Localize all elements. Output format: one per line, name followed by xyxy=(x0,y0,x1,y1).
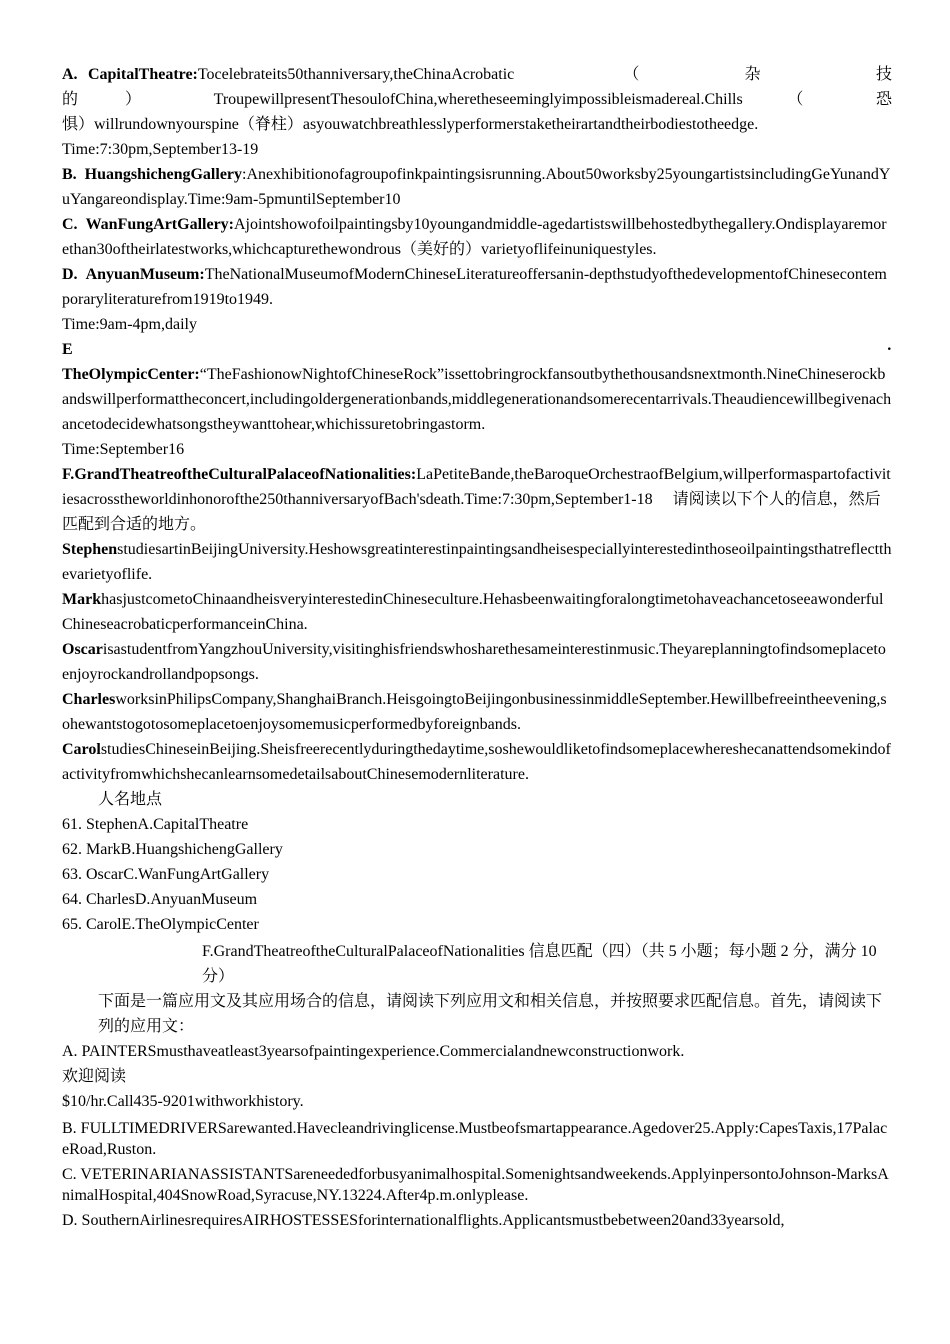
place-e-name: TheOlympicCenter: xyxy=(62,366,200,383)
place-b-paragraph xyxy=(62,162,892,212)
place-c-paragraph xyxy=(62,212,892,262)
place-e-paragraph xyxy=(62,362,892,437)
place-c-letter: C. xyxy=(62,216,78,233)
ads-list xyxy=(62,1039,892,1231)
matching-row-64: 64. CharlesD.AnyuanMuseum xyxy=(62,891,258,908)
person-name: Carol xyxy=(62,741,101,758)
place-c xyxy=(62,212,892,262)
place-b xyxy=(62,162,892,212)
ad-a-line: A. PAINTERSmusthaveatleast3yearsofpaintingexperience.Commercialandnewconstructionwork. xyxy=(62,1043,685,1060)
place-f-instruction: 请阅读以下个人的信息，然后匹配到合适的地方。 xyxy=(62,491,881,533)
place-a-text-1: Tocelebrateits50thanniversary,theChinaAcrobatic （ 杂 技 xyxy=(197,66,893,83)
matching-row-61: 61. StephenA.CapitalTheatre xyxy=(62,816,249,833)
person-description: worksinPhilipsCompany,ShanghaiBranch.HeisgoingtoBeijingonbusinessinmiddleSeptember.Hewillbefreeintheevening,sohewantstogotosomeplacetoenjoysomemusicperformedbyforeignbands. xyxy=(62,691,887,733)
welcome-text: 欢迎阅读 xyxy=(62,1068,127,1085)
place-d-time: Time:9am-4pm,daily xyxy=(62,316,197,333)
person-name: Mark xyxy=(62,591,102,608)
person-description: hasjustcometoChinaandheisveryinterestedinChineseculture.HehasbeenwaitingforalongtimetohaveachancetoseeawonderfulChineseacrobaticperformanceinChina. xyxy=(62,591,884,633)
matching-row-62: 62. MarkB.HuangshichengGallery xyxy=(62,841,283,858)
place-e-dot: · xyxy=(886,341,892,358)
place-a-line2: 的 ） TroupewillpresentThesoulofChina,wheretheseeminglyimpossibleismadereal.Chills （ 恐 xyxy=(62,91,892,108)
place-a-name: CapitalTheatre: xyxy=(87,66,198,83)
place-c-body: Ajointshowofoilpaintingsby10youngandmiddle-agedartistswillbehostedbythegallery.Ondisplayaremorethan30oftheirlatestworks,whichcapturethewondrous（美好的）varietyoflifeinuniquestyles. xyxy=(62,216,887,258)
ad-c: C. VETERINARIANASSISTANTSareneededforbusyanimalhospital.Somenightsandweekends.ApplyinpersontoJohnson-MarksAnimalHospital,404SnowRoad,Syracuse,NY.13224.After4p.m.onlyplease. xyxy=(62,1166,889,1204)
person-name: Oscar xyxy=(62,641,103,658)
place-d xyxy=(62,262,892,337)
ad-a-contact: $10/hr.Call435-9201withworkhistory. xyxy=(62,1093,304,1110)
place-a-line3: 惧）willrundownyourspine（脊柱）asyouwatchbreathlesslyperformerstaketheirartandtheirbodiestotheedge. xyxy=(62,116,759,133)
place-b-letter: B. xyxy=(62,166,77,183)
ad-b: B. FULLTIMEDRIVERSarewanted.Havecleandrivinglicense.Mustbeofsmartappearance.Agedover25.Apply:CapesTaxis,17PalaceRoad,Ruston. xyxy=(62,1120,888,1158)
matching-row-63: 63. OscarC.WanFungArtGallery xyxy=(62,866,270,883)
place-d-paragraph xyxy=(62,262,892,312)
place-f-letter: F. xyxy=(62,466,75,483)
place-f xyxy=(62,462,892,537)
place-e-body: “TheFashionowNightofChineseRock”issettobringrockfansoutbythethousandsnextmonth.NineChineserockbandswillperformattheconcert,includingoldergenerationbands,middlegenerationandsomerecentarrivals.Theaudiencewillbegivenachancetodecidewhatsongstheywanttohear,whichissuretobringastorm. xyxy=(62,366,892,433)
ad-d: D. SouthernAirlinesrequiresAIRHOSTESSESforinternationalflights.Applicantsmustbebetween20and33yearsold, xyxy=(62,1212,785,1229)
matching-row-65: 65. CarolE.TheOlympicCenter xyxy=(62,916,259,933)
place-f-name: GrandTheatreoftheCulturalPalaceofNationalities: xyxy=(74,466,417,483)
place-d-body: TheNationalMuseumofModernChineseLiteratureoffersanin-depthstudyofthedevelopmentofChinesecontemporaryliteraturefrom1919to1949. xyxy=(62,266,887,308)
place-f-body: LaPetiteBande,theBaroqueOrchestraofBelgium,willperformaspartofactivitiesacrosstheworldinhonorofthe250thanniversaryofBach'sdeath.Time:7:30pm,September1-18 xyxy=(62,466,891,508)
person-carol xyxy=(62,737,892,787)
place-d-letter: D. xyxy=(62,266,78,283)
people-list xyxy=(62,537,892,787)
place-d-name: AnyuanMuseum: xyxy=(85,266,205,283)
place-f-paragraph xyxy=(62,462,892,537)
person-name: Charles xyxy=(62,691,116,708)
place-a xyxy=(62,62,892,162)
person-oscar xyxy=(62,637,892,687)
place-b-name: HuangshichengGallery xyxy=(84,166,243,183)
matching-list xyxy=(62,787,892,989)
person-description: isastudentfromYangzhouUniversity,visitinghisfriendswhosharethesameinterestinmusic.Theyareplanningtofindsomeplacetoenjoyrockandrollandpopsongs. xyxy=(62,641,886,683)
person-description: studiesartinBeijingUniversity.Heshowsgreatinterestinpaintingsandheisespeciallyinterestedinthoseoilpaintingsthatreflectthevarietyoflife. xyxy=(62,541,892,583)
place-e xyxy=(62,337,892,462)
place-e-time: Time:September16 xyxy=(62,441,185,458)
place-a-time: Time:7:30pm,September13-19 xyxy=(62,141,259,158)
place-a-line1 xyxy=(62,62,892,87)
place-e-letter-line xyxy=(62,337,892,362)
matching-header: 人名地点 xyxy=(98,791,163,808)
person-mark xyxy=(62,587,892,637)
place-c-name: WanFungArtGallery: xyxy=(85,216,234,233)
matching-last-and-section-title: F.GrandTheatreoftheCulturalPalaceofNationalities 信息匹配（四）（共 5 小题；每小题 2 分，满分 10 分） xyxy=(202,943,877,985)
person-stephen xyxy=(62,537,892,587)
place-a-letter: A. xyxy=(62,66,78,83)
person-name: Stephen xyxy=(62,541,118,558)
section-intro: 下面是一篇应用文及其应用场合的信息，请阅读下列应用文和相关信息，并按照要求匹配信息。首先，请阅读下列的应用文： xyxy=(98,993,883,1035)
person-charles xyxy=(62,687,892,737)
place-e-letter: E xyxy=(62,341,73,358)
place-b-body: :Anexhibitionofagroupofinkpaintingsisrunning.About50worksby25youngartistsincludingGeYunandYuYangareondisplay.Time:9am-5pmuntilSeptember10 xyxy=(62,166,891,208)
person-description: studiesChineseinBeijing.Sheisfreerecentlyduringthedaytime,soshewouldliketofindsomeplacewhereshecanattendsomekindofactivityfromwhichshecanlearnsomedetailsaboutChinesemodernliterature. xyxy=(62,741,891,783)
